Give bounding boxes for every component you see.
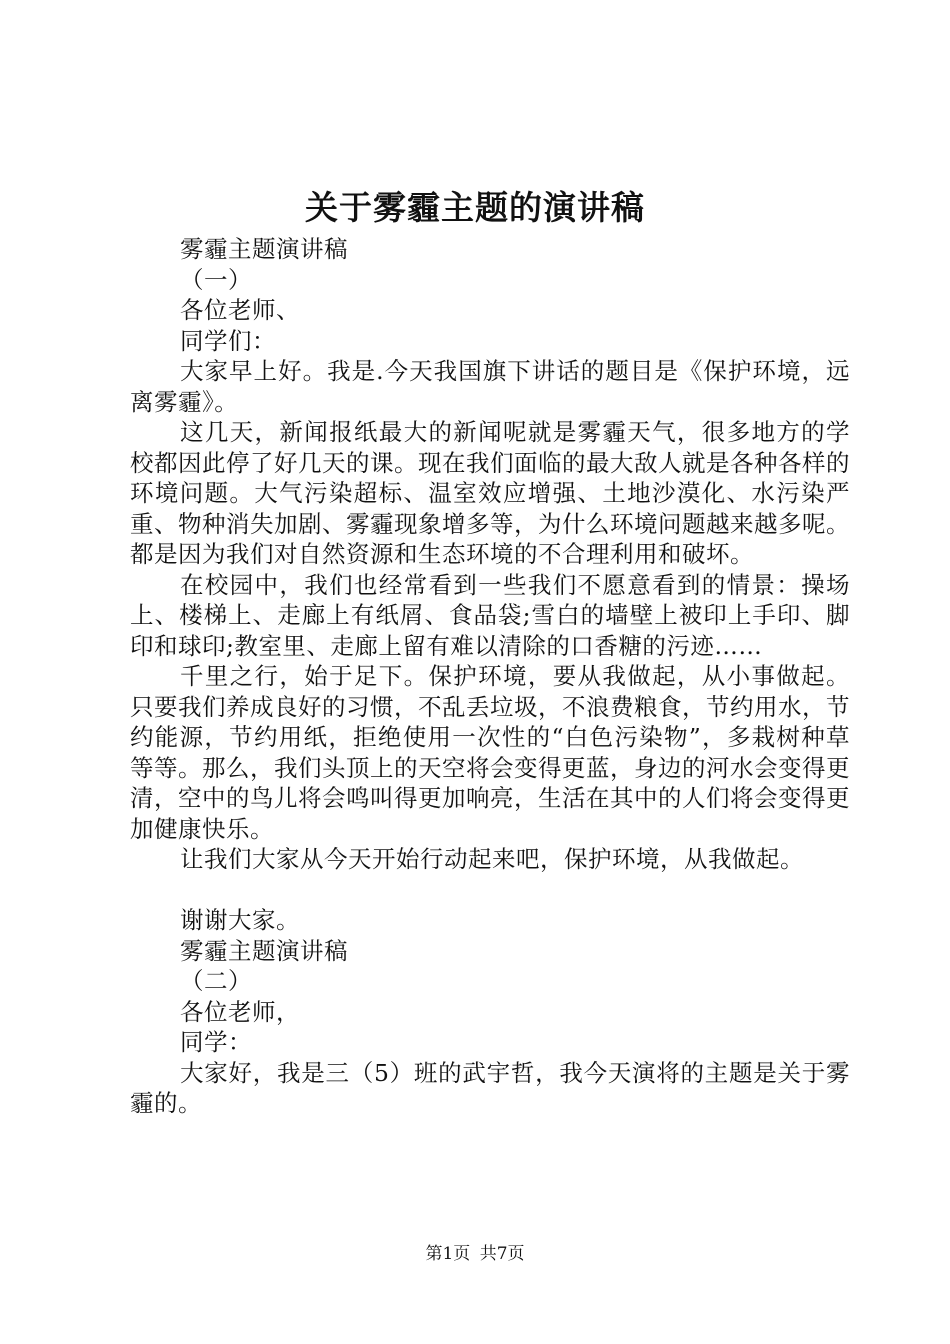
paragraph: 雾霾主题演讲稿: [180, 235, 348, 263]
paragraph: 同学们：: [180, 326, 276, 355]
paragraph: 让我们大家从今天开始行动起来吧，保护环境，从我做起。: [180, 845, 804, 873]
paragraph: 各位老师、: [180, 296, 300, 324]
paragraph: 各位老师，: [180, 997, 300, 1026]
document-body: [130, 234, 850, 1119]
document-title: 关于雾霾主题的演讲稿: [305, 188, 645, 227]
paragraph: 大家早上好。我是.今天我国旗下讲话的题目是《保护环境，远离雾霾》。: [130, 357, 850, 416]
paragraph: 雾霾主题演讲稿: [180, 936, 348, 965]
paragraph: （一）: [180, 265, 252, 294]
paragraph: 大家好，我是三（5）班的武宇哲，我今天演将的主题是关于雾霾的。: [130, 1058, 850, 1117]
paragraph: 这几天，新闻报纸最大的新闻呢就是雾霾天气，很多地方的学校都因此停了好几天的课。现在我们面临的最大敌人就是各种各样的环境问题。大气污染超标、温室效应增强、土地沙漠化、水污染严重、物种消失加剧、雾霾现象增多等，为什么环境问题越来越多呢。都是因为我们对自然资源和生态环境的不合理利用和破坏。: [130, 418, 850, 568]
paragraph: 谢谢大家。: [180, 906, 300, 934]
paragraph: 千里之行，始于足下。保护环境，要从我做起，从小事做起。只要我们养成良好的习惯，不乱丢垃圾，不浪费粮食，节约用水，节约能源，节约用纸，拒绝使用一次性的“白色污染物”，多栽树种草等等。那么，我们头顶上的天空将会变得更蓝，身边的河水会变得更清，空中的鸟儿将会鸣叫得更加响亮，生活在其中的人们将会变得更加健康快乐。: [130, 662, 850, 843]
blank-line: [130, 875, 850, 906]
paragraph: （二）: [180, 967, 252, 995]
paragraph: 同学：: [180, 1028, 252, 1056]
page-footer: 第1页 共7页: [425, 1244, 525, 1264]
paragraph: 在校园中，我们也经常看到一些我们不愿意看到的情景：操场上、楼梯上、走廊上有纸屑、食品袋;雪白的墙壁上被印上手印、脚印和球印;教室里、走廊上留有难以清除的口香糖的污迹……: [130, 570, 850, 660]
